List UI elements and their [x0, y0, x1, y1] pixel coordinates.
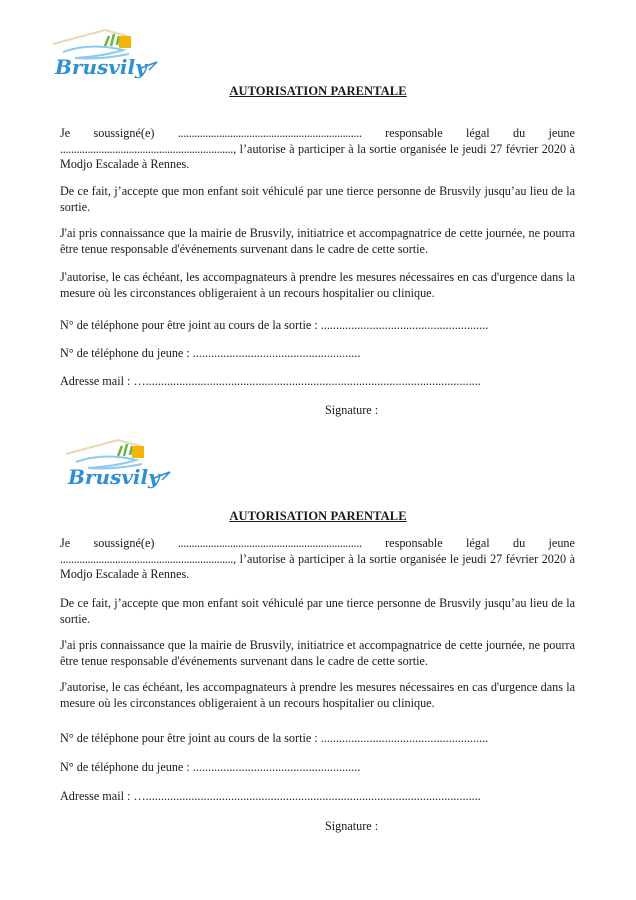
child-name-field[interactable]: ...............................................................	[60, 551, 234, 566]
form-title: AUTORISATION PARENTALE	[229, 509, 407, 523]
svg-text:Brusvily: Brusvily	[55, 55, 147, 79]
phone-jeune-field[interactable]: N° de téléphone du jeune : .......................................................	[60, 760, 361, 774]
liability-paragraph: J'ai pris connaissance que la mairie de Brusvily, initiatrice et accompagnatrice de cette journée, ne pourra être tenue responsable d'événements survenant dans le cadre de cette sortie.	[60, 226, 575, 256]
phone-sortie-field[interactable]: N° de téléphone pour être joint au cours de la sortie : .......................................................	[60, 731, 489, 745]
liability-paragraph: J'ai pris connaissance que la mairie de Brusvily, initiatrice et accompagnatrice de cette journée, ne pourra être tenue responsable d'événements survenant dans le cadre de cette sortie.	[60, 638, 575, 668]
transport-paragraph: De ce fait, j’accepte que mon enfant soit véhiculé par une tierce personne de Brusvily jusqu’au lieu de la sortie.	[60, 596, 575, 626]
parent-name-field[interactable]: ...................................................................	[177, 536, 362, 550]
transport-paragraph: De ce fait, j’accepte que mon enfant soit véhiculé par une tierce personne de Brusvily jusqu’au lieu de la sortie.	[60, 184, 575, 214]
parent-name-field[interactable]: ...................................................................	[177, 126, 362, 140]
phone-jeune-field[interactable]: N° de téléphone du jeune : .......................................................	[60, 346, 361, 360]
emergency-paragraph: J'autorise, le cas échéant, les accompagnateurs à prendre les mesures nécessaires en cas d'urgence dans la mesure où les circonstances obligeraient à un recours hospitalier ou clinique.	[60, 680, 575, 710]
signature-label: Signature :	[325, 403, 379, 417]
svg-text:Brusvily: Brusvily	[68, 465, 160, 489]
emergency-paragraph: J'autorise, le cas échéant, les accompagnateurs à prendre les mesures nécessaires en cas d'urgence dans la mesure où les circonstances obligeraient à un recours hospitalier ou clinique.	[60, 270, 575, 300]
phone-sortie-field[interactable]: N° de téléphone pour être joint au cours de la sortie : .......................................................	[60, 318, 489, 332]
email-field[interactable]: Adresse mail : …..............................................................................................................	[60, 789, 481, 803]
brusvily-logo-icon	[45, 22, 165, 82]
intro-paragraph: Je soussigné(e) ................................................................... responsable légal du jeune ..............................................................., l’autorise à participer à la sortie organisée le jeudi 27 février 2020 à Modjo Escalade à Rennes.	[60, 536, 575, 581]
email-field[interactable]: Adresse mail : …..............................................................................................................	[60, 374, 481, 388]
signature-label: Signature :	[325, 819, 379, 833]
brusvily-logo-icon	[58, 432, 178, 492]
child-name-field[interactable]: ...............................................................	[60, 141, 234, 156]
form-title: AUTORISATION PARENTALE	[229, 84, 407, 98]
intro-paragraph: Je soussigné(e) ................................................................... responsable légal du jeune ..............................................................., l’autorise à participer à la sortie organisée le jeudi 27 février 2020 à Modjo Escalade à Rennes.	[60, 126, 575, 171]
